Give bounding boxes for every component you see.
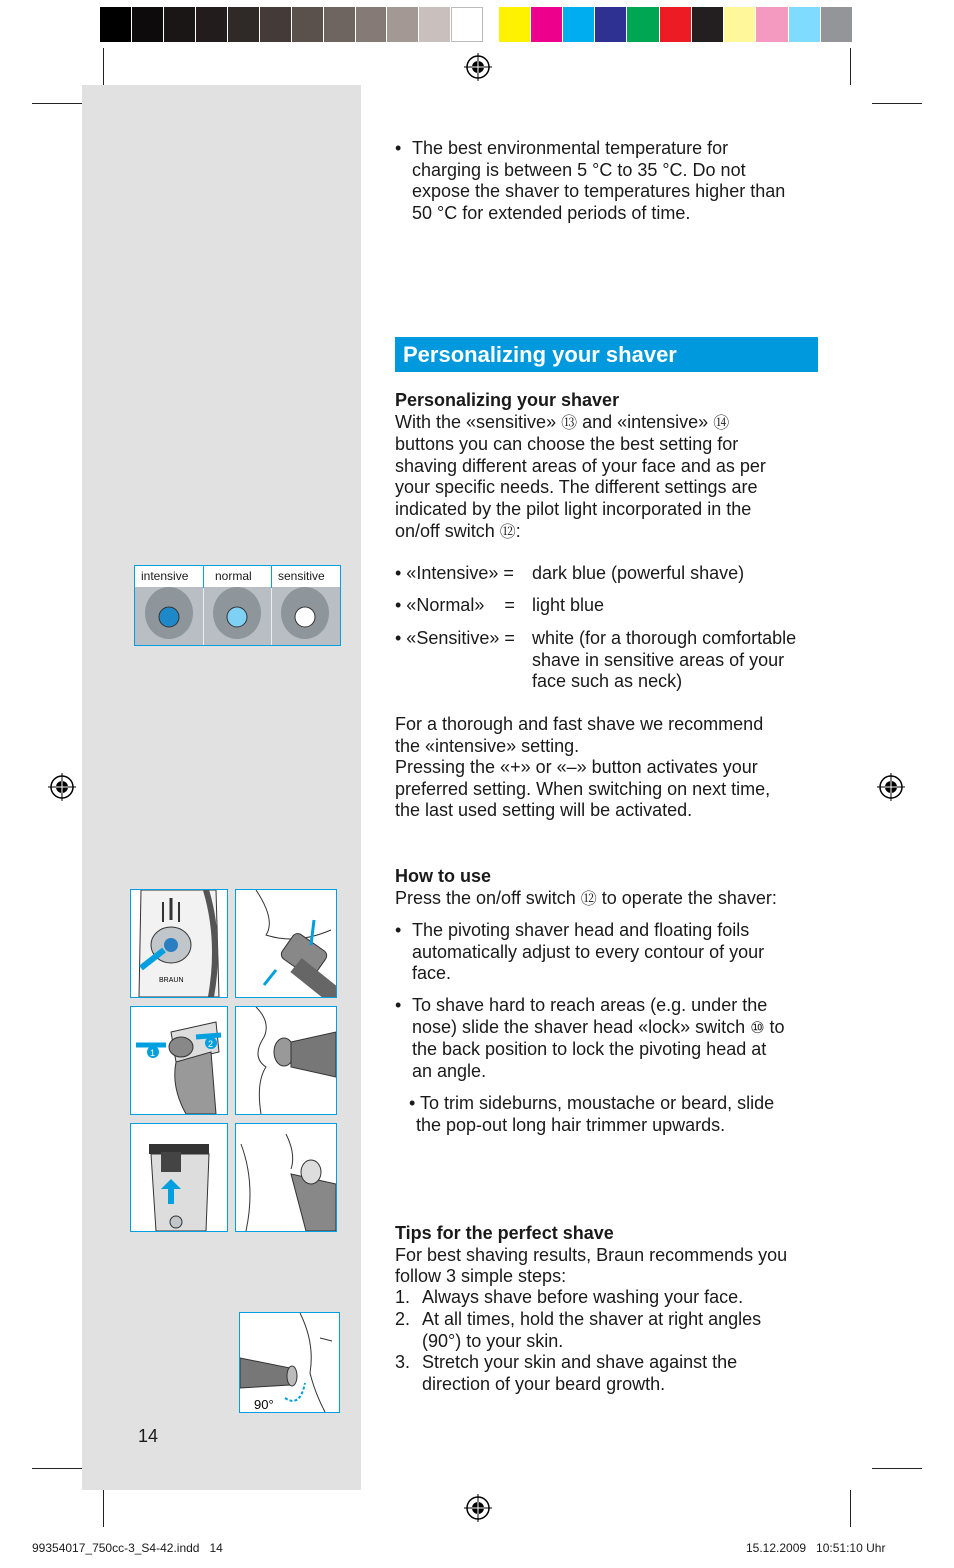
intro-line: 50 °C for extended periods of time. xyxy=(412,202,691,223)
illustration-sideburns xyxy=(235,1123,337,1232)
recommend-line: the «intensive» setting. xyxy=(395,735,580,756)
step-number: 3. xyxy=(395,1352,411,1372)
arrow-label-1: 1 xyxy=(150,1048,156,1058)
recommend-line: For a thorough and fast shave we recommend xyxy=(395,714,764,734)
illustration-lock-switch xyxy=(130,1006,228,1115)
crop-mark xyxy=(872,103,922,104)
step-number: 2. xyxy=(395,1309,411,1329)
ref-number: ⑩ xyxy=(750,1019,765,1037)
bullet-line: • To trim sideburns, moustache or beard, slide xyxy=(409,1093,775,1113)
bullet-line: face. xyxy=(412,963,452,984)
tips-heading: Tips for the perfect shave xyxy=(395,1223,614,1243)
color-swatch xyxy=(627,7,659,42)
color-swatch xyxy=(228,7,260,42)
step-line: At all times, hold the shaver at right angles xyxy=(422,1309,762,1329)
bullet-line: automatically adjust to every contour of your xyxy=(412,941,765,962)
color-swatch xyxy=(387,7,419,42)
registration-mark-bottom xyxy=(464,1494,492,1522)
setting-value: light blue xyxy=(532,595,605,615)
color-swatch xyxy=(100,7,132,42)
bullet-line: the back position to lock the pivoting head at xyxy=(412,1039,767,1060)
mode-label-normal: normal xyxy=(215,569,252,583)
tips-intro: follow 3 simple steps: xyxy=(395,1266,567,1287)
brand-text: BRAUN xyxy=(159,977,184,984)
recommend-line: the last used setting will be activated. xyxy=(395,800,693,821)
color-swatch xyxy=(563,7,595,42)
recommend-line: Pressing the «+» or «–» button activates your xyxy=(395,757,758,778)
personalizing-text: : xyxy=(515,520,521,541)
step-line: Always shave before washing your face. xyxy=(422,1287,744,1307)
setting-key: • «Sensitive» = xyxy=(395,628,515,648)
illustration-shaving-neck xyxy=(235,889,337,998)
ref-number: ⑫ xyxy=(580,890,597,908)
personalizing-heading: Personalizing your shaver xyxy=(395,390,620,410)
intro-line: charging is between 5 °C to 35 °C. Do not xyxy=(412,159,746,180)
color-swatch xyxy=(132,7,164,42)
left-illustration-panel xyxy=(82,85,361,1490)
step-number: 1. xyxy=(395,1287,411,1307)
color-swatch xyxy=(451,7,483,42)
color-swatch xyxy=(692,7,724,42)
step-line: direction of your beard growth. xyxy=(422,1373,666,1394)
bullet-text: nose) slide the shaver head «lock» switch xyxy=(412,1016,751,1037)
intro-line: expose the shaver to temperatures higher than xyxy=(412,181,786,202)
crop-mark xyxy=(103,48,104,85)
personalizing-text: With the «sensitive» xyxy=(395,411,562,432)
bullet-line: To shave hard to reach areas (e.g. under the xyxy=(412,995,768,1015)
color-swatch xyxy=(789,7,821,42)
crop-mark xyxy=(32,1468,82,1469)
personalizing-line: buttons you can choose the best setting for xyxy=(395,434,739,455)
bullet-line: the pop-out long hair trimmer upwards. xyxy=(416,1114,726,1135)
color-swatch xyxy=(292,7,324,42)
color-swatch xyxy=(499,7,531,42)
personalizing-text: on/off switch xyxy=(395,520,500,541)
illustration-90-degree xyxy=(239,1312,340,1413)
footer-timestamp: 15.12.2009 10:51:10 Uhr xyxy=(746,1541,886,1555)
color-swatch xyxy=(324,7,356,42)
registration-mark-top xyxy=(464,53,492,81)
how-to-use-block xyxy=(395,866,825,910)
tips-intro: For best shaving results, Braun recommends you xyxy=(395,1244,788,1265)
ref-number: ⑭ xyxy=(713,414,730,432)
setting-value: face such as neck) xyxy=(532,671,683,692)
recommend-block xyxy=(395,714,825,822)
setting-row-intensive xyxy=(395,563,825,585)
illustration-trimmer xyxy=(130,1123,228,1232)
illustration-under-nose xyxy=(235,1006,337,1115)
personalizing-text: and «intensive» xyxy=(577,411,714,432)
color-swatch xyxy=(595,7,627,42)
setting-row-sensitive xyxy=(395,628,825,694)
mode-label-intensive: intensive xyxy=(141,569,189,583)
personalizing-line: your specific needs. The different settings are xyxy=(395,477,758,498)
color-swatch xyxy=(756,7,788,42)
how-to-use-text: to operate the shaver: xyxy=(596,887,777,908)
tips-step xyxy=(395,1287,825,1309)
tips-block xyxy=(395,1223,825,1288)
setting-row-normal xyxy=(395,595,825,617)
setting-value: shave in sensitive areas of your xyxy=(532,649,785,670)
angle-label: 90° xyxy=(254,1397,274,1412)
illustration-on-off-switch xyxy=(130,889,228,998)
how-to-use-bullet xyxy=(410,1093,840,1136)
bullet-line: an angle. xyxy=(412,1060,487,1081)
color-swatch xyxy=(164,7,196,42)
intro-line: The best environmental temperature for xyxy=(412,138,729,158)
tips-step xyxy=(395,1309,825,1352)
tips-step xyxy=(395,1352,825,1395)
color-swatch xyxy=(356,7,388,42)
intro-bullet: • The best environmental temperature for charging is between 5 °C to 35 °C. Do not expose the shaver to temperatures higher than 50 °C for extended periods of time. xyxy=(395,138,825,224)
setting-key: • «Intensive» = xyxy=(395,563,514,583)
color-swatch xyxy=(419,7,451,42)
step-line: Stretch your skin and shave against the xyxy=(422,1352,738,1372)
print-color-bar xyxy=(100,7,853,42)
color-swatch xyxy=(821,7,853,42)
crop-mark xyxy=(872,1468,922,1469)
ref-number: ⑫ xyxy=(499,523,516,541)
personalizing-block xyxy=(395,390,825,543)
color-swatch xyxy=(724,7,756,42)
page-number: 14 xyxy=(138,1426,159,1446)
personalizing-line: shaving different areas of your face and as per xyxy=(395,455,766,476)
how-to-use-text: Press the on/off switch xyxy=(395,887,581,908)
crop-mark xyxy=(850,1490,851,1527)
color-swatch xyxy=(531,7,563,42)
footer-file-info: 99354017_750cc-3_S4-42.indd 14 xyxy=(32,1541,223,1555)
color-swatch xyxy=(260,7,292,42)
ref-number: ⑬ xyxy=(561,414,578,432)
personalizing-line: indicated by the pilot light incorporated in the xyxy=(395,498,752,519)
bullet-text: to xyxy=(764,1016,785,1037)
crop-mark xyxy=(103,1490,104,1527)
mode-label-sensitive: sensitive xyxy=(278,569,325,583)
registration-mark-right xyxy=(877,773,905,801)
how-to-use-bullet: • The pivoting shaver head and floating foils automatically adjust to every contour of your face. xyxy=(395,920,825,985)
registration-mark-left xyxy=(48,773,76,801)
how-to-use-heading: How to use xyxy=(395,866,492,886)
color-swatch xyxy=(660,7,692,42)
crop-mark xyxy=(32,103,82,104)
setting-value: white (for a thorough comfortable xyxy=(532,628,797,648)
arrow-label-2: 2 xyxy=(208,1039,214,1049)
setting-value: dark blue (powerful shave) xyxy=(532,563,745,583)
mode-indicator-drawing xyxy=(135,587,340,645)
step-line: (90°) to your skin. xyxy=(422,1330,564,1351)
section-title: Personalizing your shaver xyxy=(403,342,677,367)
bullet-line: The pivoting shaver head and floating foils xyxy=(412,920,750,940)
section-header xyxy=(395,337,818,372)
recommend-line: preferred setting. When switching on next time, xyxy=(395,778,771,799)
color-swatch xyxy=(196,7,228,42)
how-to-use-bullet: • To shave hard to reach areas (e.g. under the nose) slide the shaver head «lock» switch ⑩ to the back position to lock the pivoting head at an angle. xyxy=(395,995,825,1082)
setting-key: • «Normal» = xyxy=(395,595,515,615)
crop-mark xyxy=(850,48,851,85)
mode-indicator-illustration xyxy=(134,565,341,646)
color-bar-gap xyxy=(483,7,498,42)
